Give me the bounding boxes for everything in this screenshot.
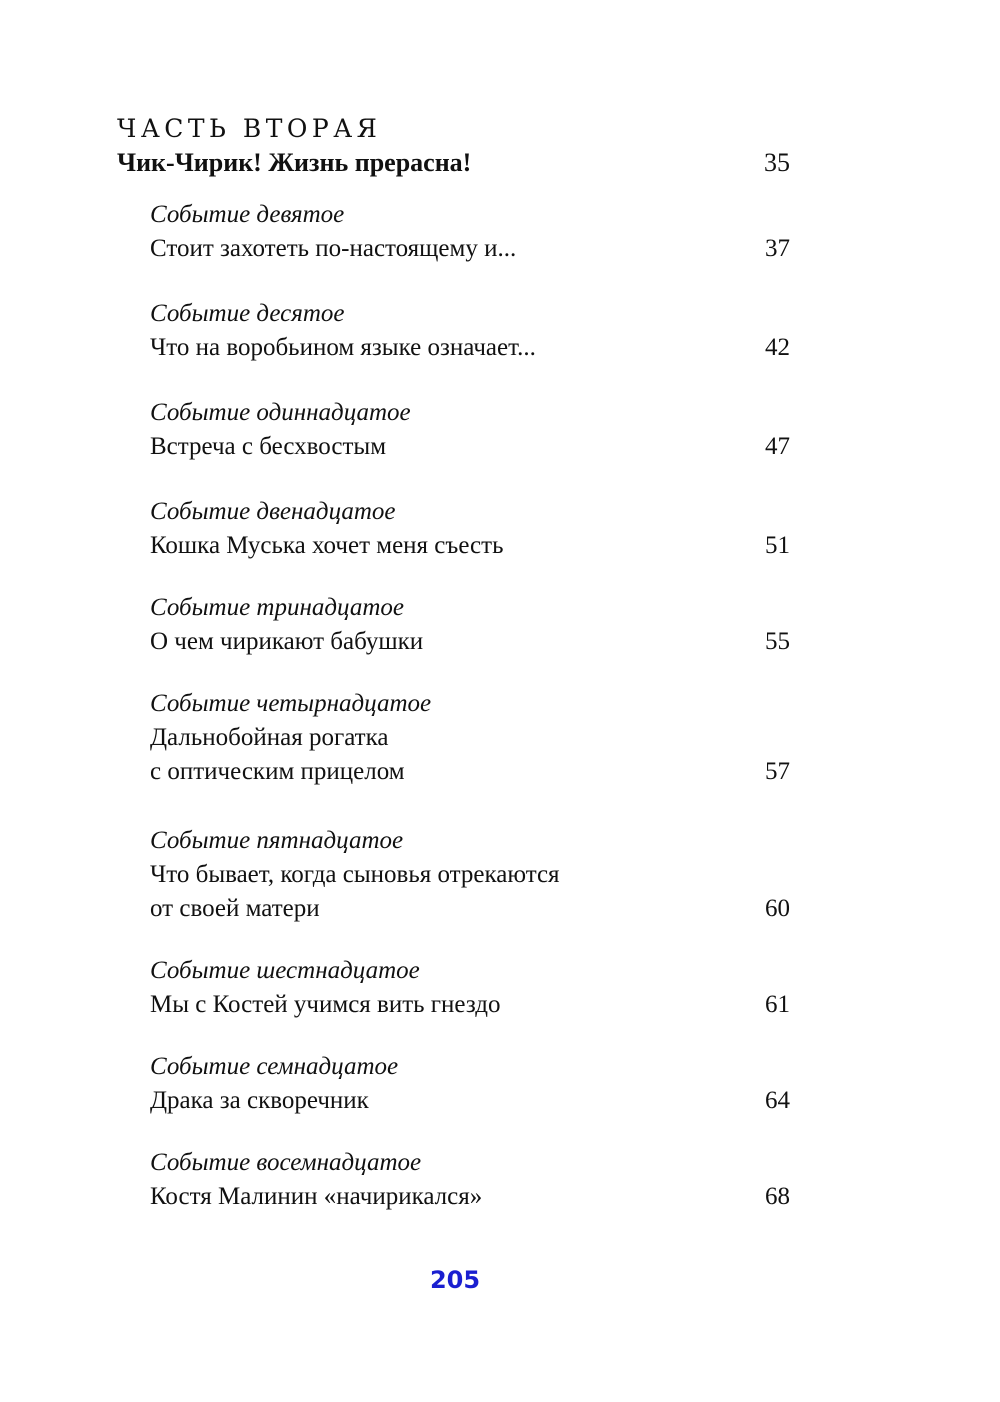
toc-entry <box>150 1050 790 1118</box>
entry-page-number: 61 <box>765 991 790 1018</box>
entry-event-label: Событие тринадцатое <box>150 594 404 621</box>
entry-event-label: Событие четырнадцатое <box>150 690 432 717</box>
entry-event-label: Событие семнадцатое <box>150 1053 399 1080</box>
toc-entry <box>150 591 790 659</box>
footer-page-number: 205 <box>429 1266 481 1294</box>
toc-entry <box>150 954 790 1022</box>
entry-page-number: 47 <box>765 433 790 460</box>
entry-title-text: Костя Малинин «начирикался» <box>150 1183 483 1210</box>
toc-entry <box>150 495 790 563</box>
entry-title-line <box>150 858 790 892</box>
toc-entry <box>150 1146 790 1214</box>
entry-event-label: Событие пятнадцатое <box>150 827 404 854</box>
entry-title-text: Встреча с бесхвостым <box>150 433 387 460</box>
entry-title-line <box>150 755 790 789</box>
entry-event-label: Событие восемнадцатое <box>150 1149 422 1176</box>
entry-page-number: 55 <box>765 628 790 655</box>
toc-entry <box>150 687 790 789</box>
entry-page-number: 42 <box>765 334 790 361</box>
entry-event-label: Событие одиннадцатое <box>150 399 411 426</box>
entry-title-line <box>150 721 790 755</box>
entry-title-text: Мы с Костей учимся вить гнездо <box>150 991 501 1018</box>
entry-title-text: от своей матери <box>150 895 320 922</box>
entry-page-number: 57 <box>765 758 790 785</box>
entry-event-label: Событие шестнадцатое <box>150 957 420 984</box>
entry-page-number: 60 <box>765 895 790 922</box>
entry-page-number: 51 <box>765 532 790 559</box>
entry-title-line <box>150 988 790 1022</box>
entry-title-line <box>150 529 790 563</box>
entry-title-text: Что на воробьином языке означает... <box>150 334 536 361</box>
entry-title-line <box>150 430 790 464</box>
entry-title-line <box>150 232 790 266</box>
entry-title-line <box>150 625 790 659</box>
toc-entry <box>150 824 790 926</box>
entry-event-label: Событие двенадцатое <box>150 498 396 525</box>
entry-title-text: Что бывает, когда сыновья отрекаются <box>150 861 560 888</box>
part-title: Чик-Чирик! Жизнь прерасна! <box>117 148 472 177</box>
entry-page-number: 68 <box>765 1183 790 1210</box>
part-page-number: 35 <box>764 148 790 177</box>
toc-entry <box>150 396 790 464</box>
toc-entry <box>150 297 790 365</box>
entry-title-text: О чем чирикают бабушки <box>150 628 424 655</box>
entry-title-text: с оптическим прицелом <box>150 758 405 785</box>
entry-page-number: 37 <box>765 235 790 262</box>
entry-title-line <box>150 892 790 926</box>
entry-event-label: Событие десятое <box>150 300 345 327</box>
entry-title-text: Кошка Муська хочет меня съесть <box>150 532 504 559</box>
entry-title-text: Дальнобойная рогатка <box>150 724 389 751</box>
toc-entry <box>150 198 790 266</box>
entry-title-text: Стоит захотеть по-настоящему и... <box>150 235 517 262</box>
entry-page-number: 64 <box>765 1087 790 1114</box>
part-label: ЧАСТЬ ВТОРАЯ <box>117 114 382 143</box>
entry-title-line <box>150 1084 790 1118</box>
entry-title-line <box>150 331 790 365</box>
entry-title-line <box>150 1180 790 1214</box>
entry-title-text: Драка за скворечник <box>150 1087 369 1114</box>
entry-event-label: Событие девятое <box>150 201 345 228</box>
